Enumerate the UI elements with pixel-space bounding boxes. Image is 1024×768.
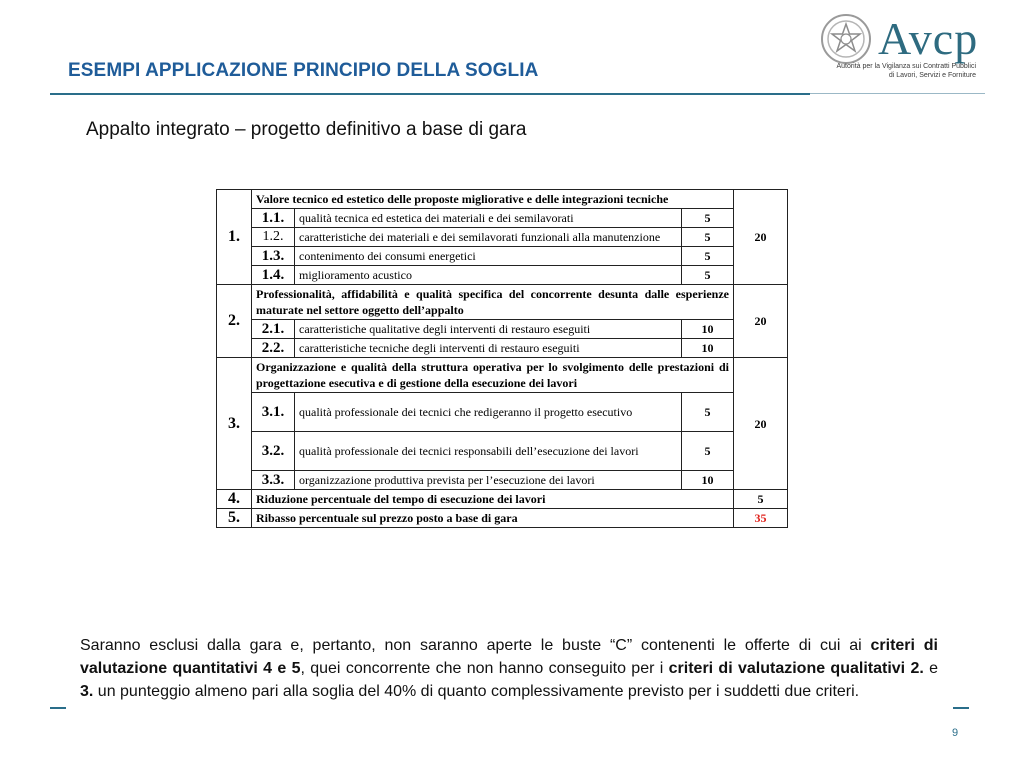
subcriterion-points: 5 — [682, 228, 734, 247]
left-dash — [50, 707, 66, 709]
subcriterion-code: 2.1. — [252, 320, 295, 339]
subcriterion-points: 10 — [682, 339, 734, 358]
logo-caption-line1: Autorità per la Vigilanza sui Contratti Pubblici — [836, 63, 976, 70]
subcriterion-desc: caratteristiche qualitative degli interventi di restauro eseguiti — [295, 320, 682, 339]
table-row — [217, 339, 788, 358]
criterion-total: 20 — [734, 190, 788, 285]
criterion-number: 1. — [217, 190, 252, 285]
criterion-heading: Riduzione percentuale del tempo di esecuzione dei lavori — [252, 490, 734, 509]
criterion-heading: Valore tecnico ed estetico delle proposte migliorative e delle integrazioni tecniche — [252, 190, 734, 209]
criterion-number: 5. — [217, 509, 252, 528]
page-number: 9 — [952, 727, 959, 739]
table-row — [217, 358, 788, 393]
criteria-table — [216, 189, 788, 528]
paragraph-bold: criteri di valutazione qualitativi 2. — [668, 660, 924, 677]
subcriterion-desc: contenimento dei consumi energetici — [295, 247, 682, 266]
subcriterion-points: 5 — [682, 393, 734, 432]
criterion-heading: Professionalità, affidabilità e qualità specifica del concorrente desunta dalle esperienze maturate nel settore oggetto dell’appalto — [252, 285, 734, 320]
table-row — [217, 509, 788, 528]
subcriterion-points: 10 — [682, 320, 734, 339]
subcriterion-points: 5 — [682, 266, 734, 285]
subcriterion-points: 5 — [682, 209, 734, 228]
table-row — [217, 190, 788, 209]
paragraph-text: un punteggio almeno pari alla soglia del 40% di quanto complessivamente previsto per i suddetti due criteri. — [93, 683, 860, 700]
subcriterion-desc: qualità tecnica ed estetica dei materiali e dei semilavorati — [295, 209, 682, 228]
criterion-total: 35 — [734, 509, 788, 528]
subtitle: Appalto integrato – progetto definitivo a base di gara — [86, 119, 527, 140]
subcriterion-desc: qualità professionale dei tecnici che redigeranno il progetto esecutivo — [295, 393, 682, 432]
paragraph-text: e — [923, 660, 939, 677]
table-row — [217, 285, 788, 320]
criterion-number: 4. — [217, 490, 252, 509]
criterion-total: 5 — [734, 490, 788, 509]
subcriterion-code: 2.2. — [252, 339, 295, 358]
subcriterion-code: 1.2. — [252, 228, 295, 247]
explanation-paragraph — [80, 634, 938, 703]
criterion-total: 20 — [734, 285, 788, 358]
subcriterion-code: 3.2. — [252, 432, 295, 471]
logo-caption-line2: di Lavori, Servizi e Forniture — [888, 72, 976, 79]
subcriterion-points: 10 — [682, 471, 734, 490]
subcriterion-code: 3.3. — [252, 471, 295, 490]
criterion-heading: Ribasso percentuale sul prezzo posto a base di gara — [252, 509, 734, 528]
criterion-heading: Organizzazione e qualità della struttura operativa per lo svolgimento delle prestazioni di progettazione esecutiva e di gestione della esecuzione dei lavori — [252, 358, 734, 393]
table-row — [217, 228, 788, 247]
table-row — [217, 209, 788, 228]
table-row — [217, 266, 788, 285]
subcriterion-code: 1.1. — [252, 209, 295, 228]
table-row — [217, 393, 788, 432]
right-dash — [953, 707, 969, 709]
subcriterion-points: 5 — [682, 432, 734, 471]
criterion-total: 20 — [734, 358, 788, 490]
table-row — [217, 247, 788, 266]
subcriterion-code: 3.1. — [252, 393, 295, 432]
criterion-number: 2. — [217, 285, 252, 358]
subcriterion-points: 5 — [682, 247, 734, 266]
slide-title: ESEMPI APPLICAZIONE PRINCIPIO DELLA SOGLIA — [68, 60, 539, 81]
subcriterion-desc: organizzazione produttiva prevista per l’esecuzione dei lavori — [295, 471, 682, 490]
emblem-icon — [820, 12, 872, 66]
subcriterion-desc: qualità professionale dei tecnici responsabili dell’esecuzione dei lavori — [295, 432, 682, 471]
subcriterion-desc: caratteristiche tecniche degli interventi di restauro eseguiti — [295, 339, 682, 358]
paragraph-bold: 3. — [80, 683, 94, 700]
table-row — [217, 490, 788, 509]
paragraph-text: Saranno esclusi dalla gara e, pertanto, non saranno aperte le buste “C” contenenti le offerte di cui ai — [80, 637, 871, 654]
subcriterion-desc: caratteristiche dei materiali e dei semilavorati funzionali alla manutenzione — [295, 228, 682, 247]
title-rule — [50, 93, 810, 95]
paragraph-bold: criteri di valutazione quantitativi 4 e 5 — [80, 637, 938, 677]
table-row — [217, 471, 788, 490]
criterion-number: 3. — [217, 358, 252, 490]
logo-rule — [810, 93, 985, 94]
table-row — [217, 432, 788, 471]
table-row — [217, 320, 788, 339]
logo-text: Avcp — [878, 13, 979, 64]
subcriterion-code: 1.4. — [252, 266, 295, 285]
subcriterion-code: 1.3. — [252, 247, 295, 266]
paragraph-text: , quei concorrente che non hanno conseguito per i — [300, 660, 669, 677]
subcriterion-desc: miglioramento acustico — [295, 266, 682, 285]
logo-caption — [826, 62, 976, 80]
